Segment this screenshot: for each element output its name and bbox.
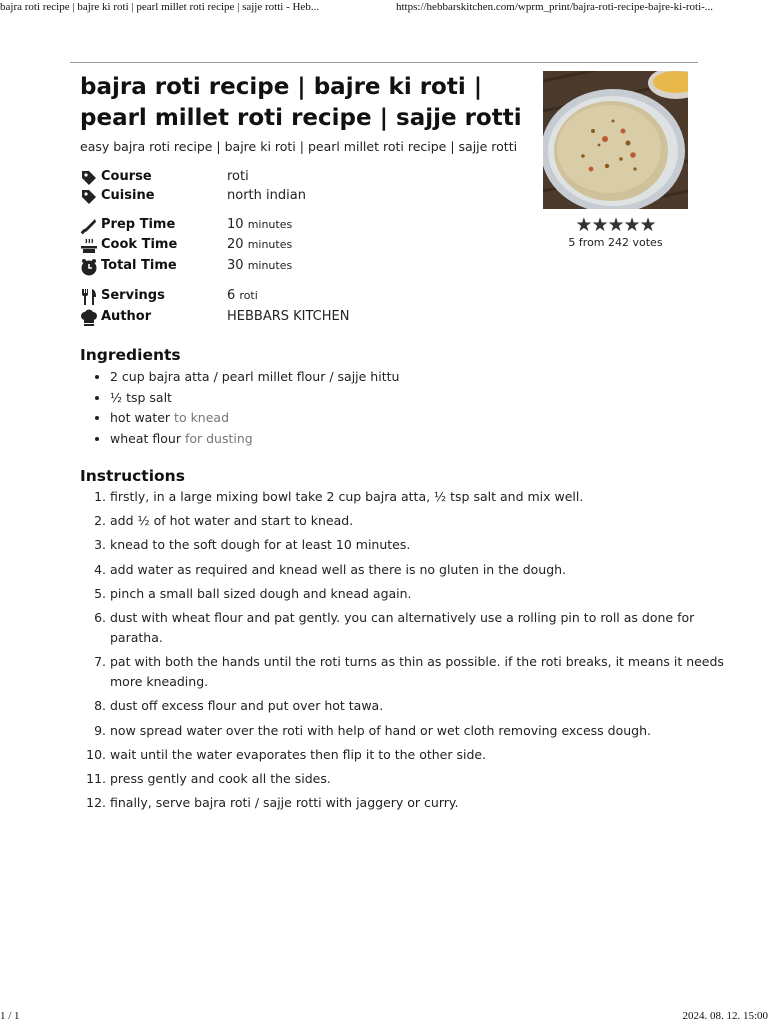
meta-cuisine-value: north indian bbox=[227, 188, 306, 203]
instruction-step: 2. add ½ of hot water and start to knead. bbox=[110, 511, 728, 531]
instructions-list bbox=[80, 487, 728, 817]
meta-servings bbox=[80, 288, 500, 306]
cutlery-icon bbox=[80, 288, 98, 306]
recipe-summary: easy bajra roti recipe | bajre ki roti | pearl millet roti recipe | sajje rotti bbox=[80, 139, 518, 154]
ingredient-text: wheat flour bbox=[110, 430, 181, 446]
ingredients-list bbox=[80, 367, 399, 449]
ingredient-text: hot water bbox=[110, 410, 171, 425]
meta-course-label: Course bbox=[101, 169, 152, 184]
ingredient-item bbox=[110, 408, 399, 429]
rating-votes: 5 from 242 votes bbox=[568, 236, 663, 249]
meta-total-time-value bbox=[227, 258, 292, 273]
instruction-step: 9. now spread water over the roti with help of hand or wet cloth removing excess dough. bbox=[110, 721, 728, 741]
meta-cook-time-label: Cook Time bbox=[101, 237, 178, 252]
recipe-title: bajra roti recipe | bajre ki roti | pearl millet roti recipe | sajje rotti bbox=[80, 74, 522, 131]
meta-author-label: Author bbox=[101, 309, 152, 324]
meta-cuisine-label: Cuisine bbox=[101, 188, 155, 203]
cook-time-unit: minutes bbox=[247, 238, 293, 251]
chef-hat-icon bbox=[80, 309, 98, 327]
meta-prep-time-value bbox=[227, 217, 292, 232]
prep-time-unit: minutes bbox=[247, 218, 293, 231]
rating-stars-icon[interactable]: ★★★★★ bbox=[575, 214, 656, 236]
instruction-step: 3. knead to the soft dough for at least 10 minutes. bbox=[110, 535, 728, 555]
instruction-step: 5. pinch a small ball sized dough and knead again. bbox=[110, 584, 728, 604]
meta-cook-time-value bbox=[227, 237, 292, 252]
print-date: 2024. 08. 12. 15:00 bbox=[682, 1010, 768, 1022]
ingredient-item bbox=[110, 388, 399, 409]
clock-icon bbox=[80, 258, 98, 276]
instructions-heading: Instructions bbox=[80, 467, 185, 485]
meta-servings-label: Servings bbox=[101, 288, 165, 303]
ingredient-text: ½ tsp salt bbox=[110, 389, 172, 405]
instruction-step: 6. dust with wheat flour and pat gently. you can alternatively use a rolling pin to roll as done for paratha. bbox=[110, 608, 728, 648]
instruction-step: 10. wait until the water evaporates then flip it to the other side. bbox=[110, 745, 728, 765]
meta-prep-time-label: Prep Time bbox=[101, 217, 176, 232]
pot-icon bbox=[80, 237, 98, 255]
ingredient-item bbox=[110, 367, 399, 388]
meta-author-value: HEBBARS KITCHEN bbox=[227, 309, 350, 324]
instruction-step: 7. pat with both the hands until the roti turns as thin as possible. if the roti breaks, it means it needs more kneading. bbox=[110, 652, 728, 692]
total-time-unit: minutes bbox=[247, 259, 293, 272]
recipe-rating bbox=[543, 215, 688, 249]
print-page-title: bajra roti recipe | bajre ki roti | pearl millet roti recipe | sajje rotti - Heb... bbox=[0, 1, 320, 13]
meta-total-time-label: Total Time bbox=[101, 258, 177, 273]
meta-cuisine bbox=[80, 188, 500, 206]
meta-total-time bbox=[80, 258, 500, 276]
total-time-number: 30 bbox=[227, 258, 244, 273]
print-page-url: https://hebbarskitchen.com/wprm_print/bajra-roti-recipe-bajre-ki-roti-... bbox=[396, 1, 714, 13]
print-header bbox=[0, 0, 768, 16]
servings-number[interactable]: 6 bbox=[227, 288, 236, 303]
tag-icon bbox=[80, 169, 98, 187]
meta-cook-time bbox=[80, 237, 500, 255]
ingredients-heading: Ingredients bbox=[80, 346, 181, 364]
ingredient-note: for dusting bbox=[184, 430, 253, 446]
ingredient-item bbox=[110, 429, 399, 450]
top-divider bbox=[70, 62, 698, 63]
ingredient-note: to knead bbox=[174, 410, 230, 425]
meta-course bbox=[80, 169, 500, 187]
instruction-step: 1. firstly, in a large mixing bowl take 2 cup bajra atta, ½ tsp salt and mix well. bbox=[110, 487, 728, 507]
tag-icon bbox=[80, 188, 98, 206]
print-footer bbox=[0, 1008, 768, 1024]
ingredient-text: 2 cup bajra atta / pearl millet flour / sajje hittu bbox=[110, 369, 400, 384]
instruction-step: 12. finally, serve bajra roti / sajje rotti with jaggery or curry. bbox=[110, 793, 728, 813]
meta-servings-value bbox=[227, 288, 258, 303]
cook-time-number: 20 bbox=[227, 237, 244, 252]
knife-icon bbox=[80, 217, 98, 235]
servings-unit: roti bbox=[239, 289, 258, 302]
instruction-step: 8. dust off excess flour and put over hot tawa. bbox=[110, 696, 728, 716]
instruction-step: 11. press gently and cook all the sides. bbox=[110, 769, 728, 789]
prep-time-number: 10 bbox=[227, 217, 244, 232]
page-number: 1 / 1 bbox=[0, 1010, 20, 1022]
recipe-photo bbox=[543, 71, 688, 209]
instruction-step: 4. add water as required and knead well as there is no gluten in the dough. bbox=[110, 560, 728, 580]
meta-author bbox=[80, 309, 500, 327]
meta-prep-time bbox=[80, 217, 500, 235]
meta-course-value: roti bbox=[227, 169, 249, 184]
